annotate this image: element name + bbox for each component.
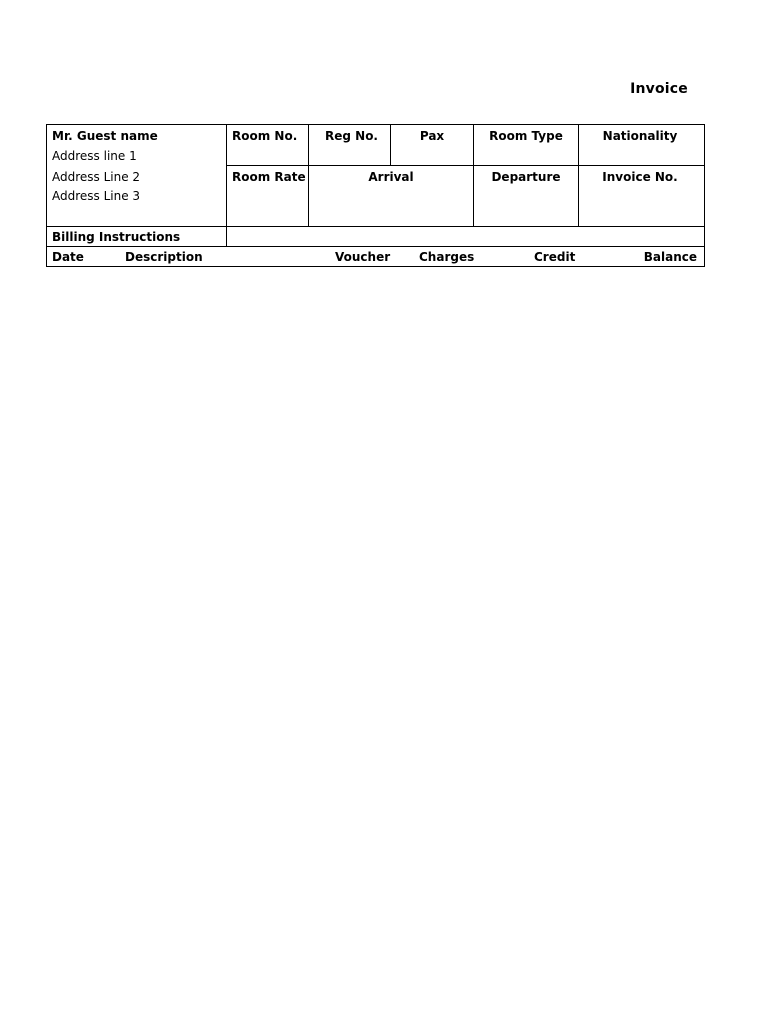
reg-no-label: Reg No. bbox=[325, 129, 378, 143]
credit-column-header: Credit bbox=[534, 250, 576, 264]
address-line-2: Address Line 2 bbox=[52, 170, 141, 184]
invoice-title: Invoice bbox=[630, 81, 688, 97]
pax-label: Pax bbox=[419, 129, 445, 143]
balance-column-header: Balance bbox=[643, 250, 697, 264]
room-rate-label: Room Rate bbox=[232, 170, 306, 184]
row-divider-1 bbox=[227, 165, 704, 166]
departure-label: Departure bbox=[491, 170, 561, 184]
description-column-header: Description bbox=[125, 250, 203, 264]
date-column-header: Date bbox=[52, 250, 84, 264]
row-divider-3 bbox=[47, 246, 704, 247]
invoice-header-table bbox=[46, 124, 705, 267]
room-no-label: Room No. bbox=[232, 129, 298, 143]
address-line-1: Address line 1 bbox=[52, 149, 137, 163]
room-type-label: Room Type bbox=[489, 129, 563, 143]
arrival-label: Arrival bbox=[368, 170, 414, 184]
billing-instructions-label: Billing Instructions bbox=[52, 230, 181, 244]
voucher-column-header: Voucher bbox=[335, 250, 391, 264]
guest-name: Mr. Guest name bbox=[52, 129, 158, 143]
row-divider-2 bbox=[47, 226, 704, 227]
col-divider-guest bbox=[226, 125, 227, 246]
nationality-label: Nationality bbox=[602, 129, 678, 143]
invoice-no-label: Invoice No. bbox=[602, 170, 678, 184]
address-line-3: Address Line 3 bbox=[52, 189, 141, 203]
charges-column-header: Charges bbox=[419, 250, 475, 264]
